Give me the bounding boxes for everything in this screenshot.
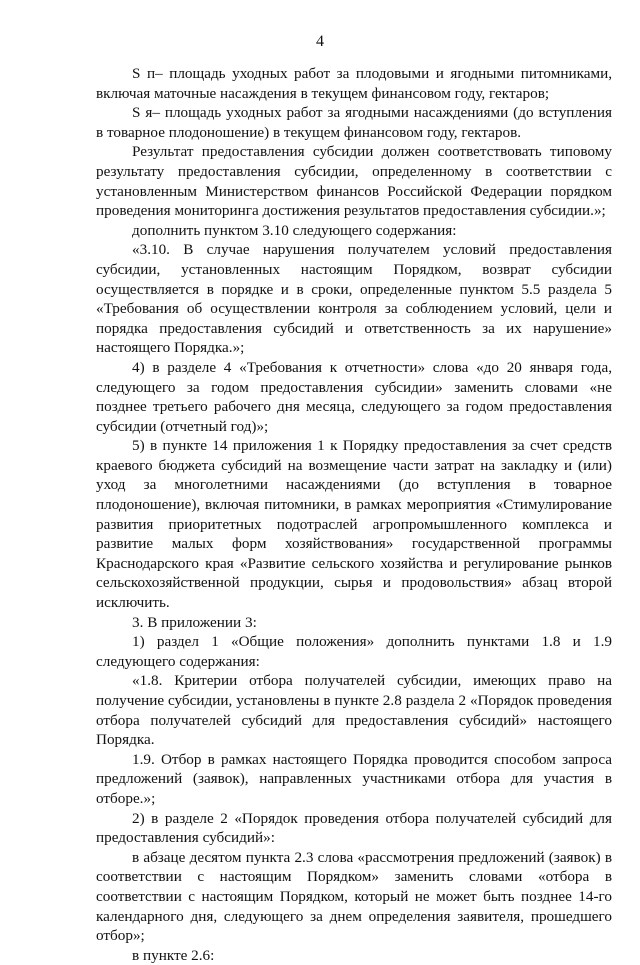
page-number: 4 xyxy=(316,33,324,50)
paragraph-subsidy-result: Результат предоставления субсидии должен соответствовать типовому результату предоставления субсидии, определенному в соответствии с установленным Министерством финансов Российской Федерации порядком проведения мониторинга достижения результатов предоставления субсидии.»; xyxy=(96,143,612,220)
paragraph-appendix-3: 3. В приложении 3: xyxy=(132,613,257,631)
paragraph-clause-2-3: в абзаце десятом пункта 2.3 слова «рассмотрения предложений (заявок) в соответствии с настоящим Порядком» заменить словами «отбора в соответствии с настоящим Порядком, который не может быть позднее 14-го календарного дня, следующего за днем определения заявителя, прошедшего отбор»; xyxy=(96,848,612,945)
paragraph-1-9: 1.9. Отбор в рамках настоящего Порядка проводится способом запроса предложений (заявок), направленных участниками отбора для участия в отборе.»; xyxy=(96,750,612,807)
paragraph-appendix-3-item-2: 2) в разделе 2 «Порядок проведения отбора получателей субсидий для предоставления субсидий»: xyxy=(96,809,612,847)
paragraph-s-p-definition: S п– площадь уходных работ за плодовыми и ягодными питомниками, включая маточные насаждения в текущем финансовом году, гектаров; xyxy=(96,65,612,102)
paragraph-appendix-3-item-1: 1) раздел 1 «Общие положения» дополнить пунктами 1.8 и 1.9 следующего содержания: xyxy=(96,633,612,670)
paragraph-add-3-10: дополнить пунктом 3.10 следующего содержания: xyxy=(132,221,457,239)
paragraph-3-10: «3.10. В случае нарушения получателем условий предоставления субсидии, установленных настоящим Порядком, возврат субсидии осуществляется в порядке и в сроки, определенные пунктом 5.5 раздела 5 «Требования об осуществлении контроля за соблюдением условий, цели и порядка предоставления субсидий и ответственность за их нарушение» настоящего Порядка.»; xyxy=(96,241,612,357)
document-body xyxy=(96,64,612,965)
paragraph-item-5: 5) в пункте 14 приложения 1 к Порядку предоставления за счет средств краевого бюджета субсидий на возмещение части затрат на закладку и (или) уход за многолетними насаждениями (до вступления в товарное плодоношение), включая питомники, в рамках мероприятия «Стимулирование развития приоритетных подотраслей агропромышленного комплекса и развитие малых форм хозяйствования» государственной программы Краснодарского края «Развитие сельского хозяйства и регулирование рынков сельскохозяйственной продукции, сырья и продовольствия» абзац второй исключить. xyxy=(96,437,612,612)
paragraph-1-8: «1.8. Критерии отбора получателей субсидии, имеющих право на получение субсидии, установлены в пункте 2.8 раздела 2 «Порядок проведения отбора получателей субсидий для предоставления субсидий» настоящего Порядка. xyxy=(96,672,612,749)
paragraph-s-ya-definition: S я– площадь уходных работ за ягодными насаждениями (до вступления в товарное плодоношение) в текущем финансовом году, гектаров. xyxy=(96,104,612,141)
paragraph-clause-2-6: в пункте 2.6: xyxy=(132,946,215,964)
paragraph-item-4: 4) в разделе 4 «Требования к отчетности» слова «до 20 января года, следующего за годом предоставления субсидии» заменить словами «не позднее третьего рабочего дня месяца, следующего за годом предоставления субсидии (отчетный год)»; xyxy=(96,358,612,435)
